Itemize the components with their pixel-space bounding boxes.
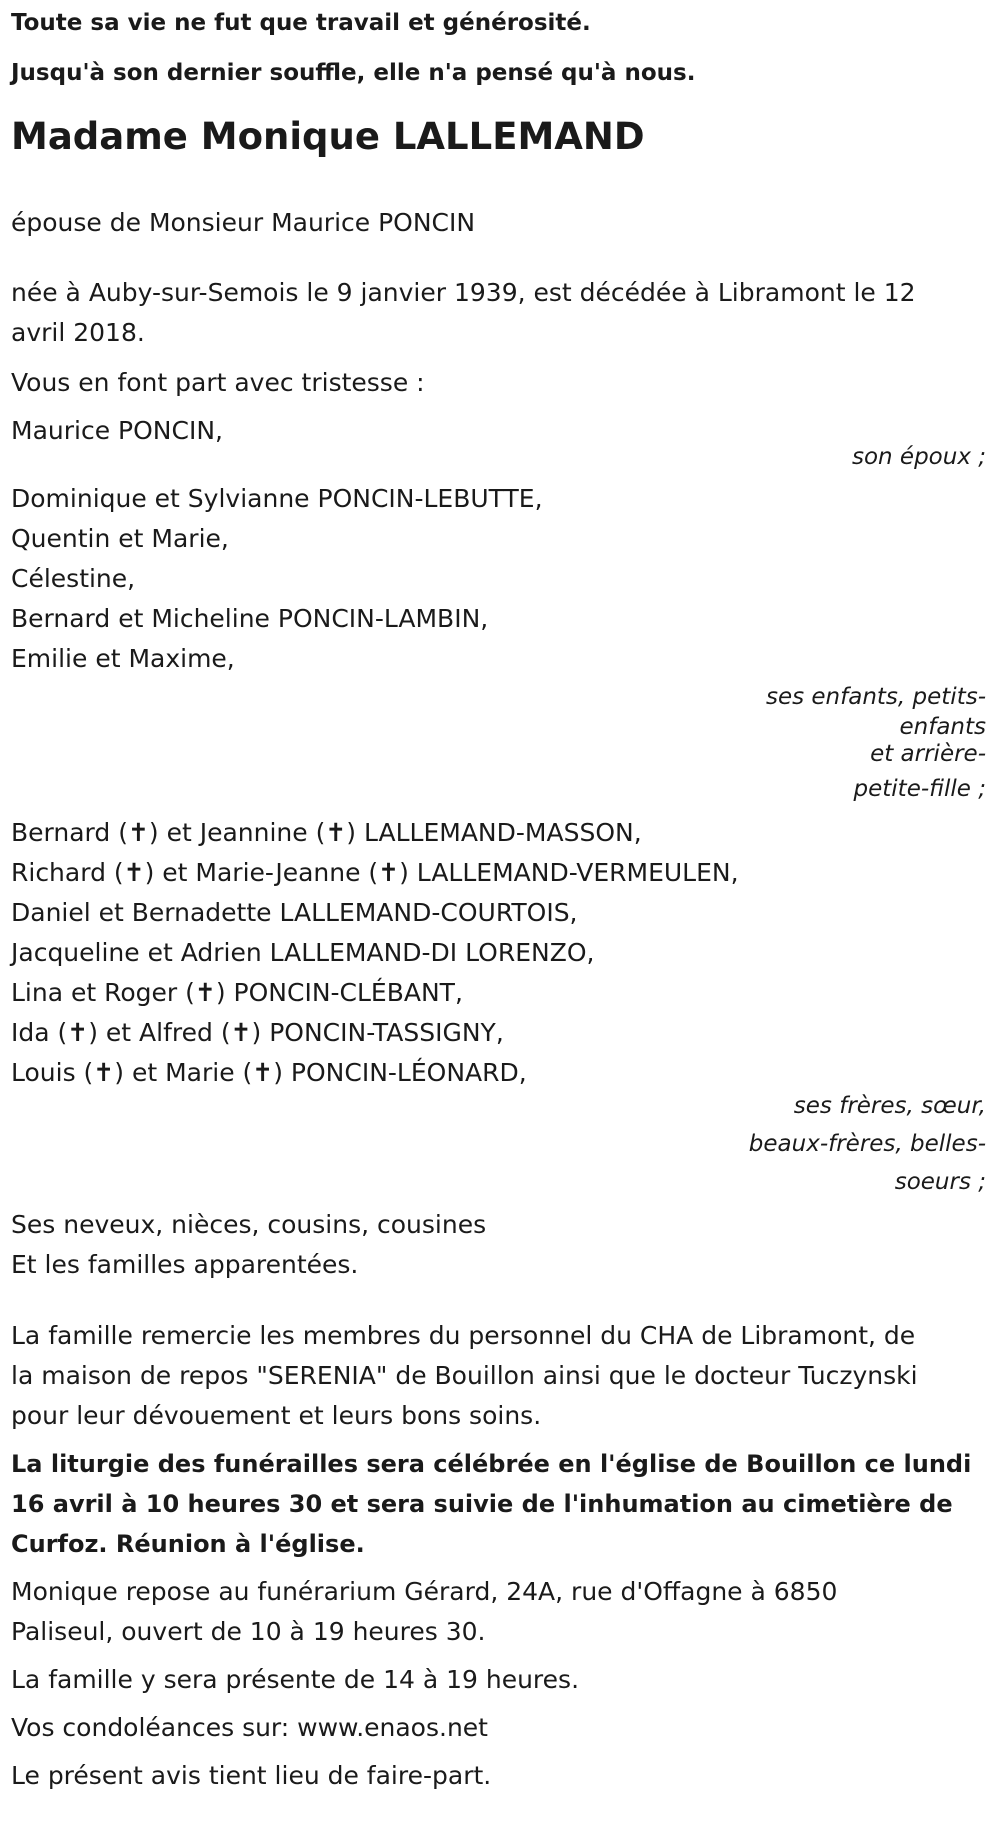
extended-family xyxy=(11,1205,988,1285)
list-item: Lina et Roger (✝) PONCIN-CLÉBANT, xyxy=(11,978,463,1007)
role-line: ses frères, sœur, xyxy=(793,1093,986,1119)
role-line: soeurs ; xyxy=(894,1169,986,1195)
children-role xyxy=(11,681,988,805)
role-line: et arrière- xyxy=(870,741,986,767)
husband-role: son époux ; xyxy=(851,444,986,470)
role-line: ses enfants, petits- xyxy=(765,684,986,710)
list-item: Richard (✝) et Marie-Jeanne (✝) LALLEMAND-VERMEULEN, xyxy=(11,858,739,887)
list-item: Quentin et Marie, xyxy=(11,524,229,553)
quote-line-1: Toute sa vie ne fut que travail et générosité. xyxy=(11,10,591,36)
thanks-line: pour leur dévouement et leurs bons soins. xyxy=(11,1401,542,1430)
quote-line-2: Jusqu'à son dernier souffle, elle n'a pensé qu'à nous. xyxy=(11,60,696,86)
list-item: Daniel et Bernadette LALLEMAND-COURTOIS, xyxy=(11,898,578,927)
funeral-line: La liturgie des funérailles sera célébrée en l'église de Bouillon ce lundi xyxy=(11,1450,972,1478)
thanks-line: La famille remercie les membres du personnel du CHA de Libramont, de xyxy=(11,1321,916,1350)
birth-death-line-2: avril 2018. xyxy=(11,318,145,347)
thanks-paragraph xyxy=(11,1316,988,1436)
list-item: Ses neveux, nièces, cousins, cousines xyxy=(11,1210,487,1239)
list-item: Dominique et Sylvianne PONCIN-LEBUTTE, xyxy=(11,484,543,513)
funeral-line: 16 avril à 10 heures 30 et sera suivie de l'inhumation au cimetière de xyxy=(11,1490,953,1518)
rest-line: Paliseul, ouvert de 10 à 19 heures 30. xyxy=(11,1617,486,1646)
list-item: Bernard et Micheline PONCIN-LAMBIN, xyxy=(11,604,489,633)
children-list xyxy=(11,479,988,679)
list-item: Célestine, xyxy=(11,564,136,593)
siblings-role xyxy=(11,1087,988,1201)
list-item: Ida (✝) et Alfred (✝) PONCIN-TASSIGNY, xyxy=(11,1018,504,1047)
spouse-line: épouse de Monsieur Maurice PONCIN xyxy=(11,208,476,237)
thanks-line: la maison de repos "SERENIA" de Bouillon ainsi que le docteur Tuczynski xyxy=(11,1361,918,1390)
role-line: enfants xyxy=(899,714,986,740)
condolences: Vos condoléances sur: www.enaos.net xyxy=(11,1713,488,1742)
funeral-paragraph xyxy=(11,1444,988,1564)
birth-death-line-1: née à Auby-sur-Semois le 9 janvier 1939, est décédée à Libramont le 12 xyxy=(11,278,916,307)
role-line: petite-fille ; xyxy=(853,776,986,802)
rest-paragraph xyxy=(11,1572,988,1652)
siblings-list xyxy=(11,813,988,1093)
funeral-line: Curfoz. Réunion à l'église. xyxy=(11,1530,365,1558)
list-item: Bernard (✝) et Jeannine (✝) LALLEMAND-MASSON, xyxy=(11,818,642,847)
husband-name: Maurice PONCIN, xyxy=(11,416,223,445)
role-line: beaux-frères, belles- xyxy=(748,1131,986,1157)
notice-statement: Le présent avis tient lieu de faire-part. xyxy=(11,1761,492,1790)
announcement: Vous en font part avec tristesse : xyxy=(11,368,425,397)
list-item: Emilie et Maxime, xyxy=(11,644,235,673)
list-item: Jacqueline et Adrien LALLEMAND-DI LORENZO, xyxy=(11,938,595,967)
rest-line: Monique repose au funérarium Gérard, 24A, rue d'Offagne à 6850 xyxy=(11,1577,838,1606)
list-item: Louis (✝) et Marie (✝) PONCIN-LÉONARD, xyxy=(11,1058,527,1087)
deceased-name: Madame Monique LALLEMAND xyxy=(11,115,645,158)
family-presence: La famille y sera présente de 14 à 19 heures. xyxy=(11,1665,580,1694)
list-item: Et les familles apparentées. xyxy=(11,1250,359,1279)
